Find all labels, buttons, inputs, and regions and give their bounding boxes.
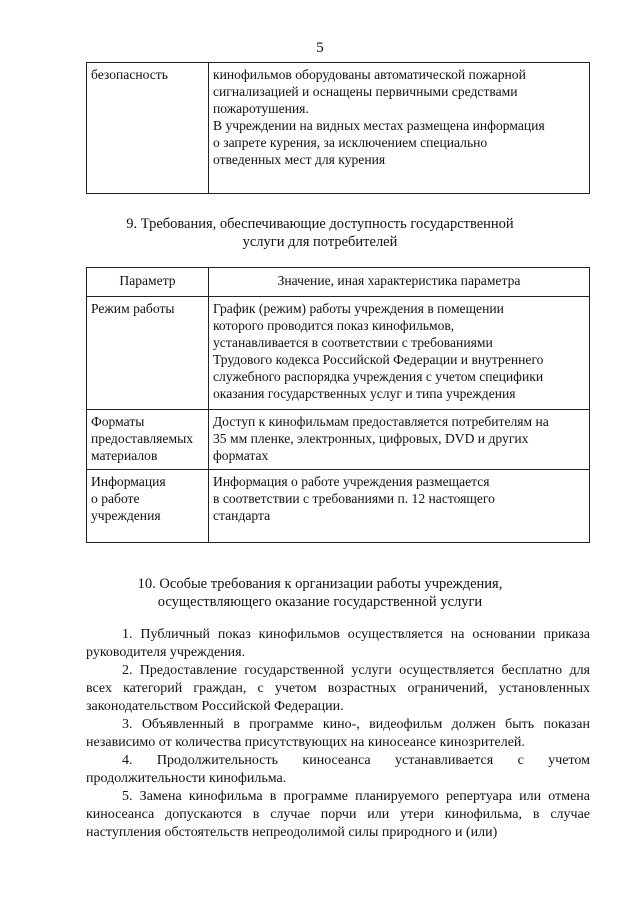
text-line: стандарта bbox=[213, 508, 271, 523]
text-line: Режим работы bbox=[91, 301, 175, 316]
text-line: предоставляемых bbox=[91, 431, 193, 446]
paragraph bbox=[86, 752, 590, 788]
text-line: материалов bbox=[91, 448, 158, 463]
text-line: служебного распорядка учреждения с учетом специфики bbox=[213, 369, 544, 384]
paragraph bbox=[86, 662, 590, 716]
paragraph-text: 2. Предоставление государственной услуги осуществляется бесплатно для всех категорий граждан, с учетом возрастных ограничений, установленных законодательством Российской Федерации. bbox=[86, 663, 590, 714]
text-line: о работе bbox=[91, 491, 140, 506]
table-row bbox=[87, 470, 590, 543]
text-line: График (режим) работы учреждения в помещении bbox=[213, 301, 504, 316]
heading-line: услуги для потребителей bbox=[242, 234, 398, 250]
value-cell bbox=[209, 63, 590, 194]
paragraph-text: 3. Объявленный в программе кино-, видеофильм должен быть показан независимо от количества присутствующих на киносеансе кинозрителей. bbox=[86, 717, 590, 750]
text-line: Информация bbox=[91, 474, 166, 489]
parameter-cell: безопасность bbox=[87, 63, 209, 194]
text-line: в соответствии с требованиями п. 12 настоящего bbox=[213, 491, 495, 506]
text-line: Информация о работе учреждения размещается bbox=[213, 474, 490, 489]
text-line: Трудового кодекса Российской Федерации и внутреннего bbox=[213, 352, 544, 367]
text-line: отведенных мест для курения bbox=[213, 152, 386, 167]
parameter-cell bbox=[87, 410, 209, 470]
paragraph-text: 1. Публичный показ кинофильмов осуществляется на основании приказа руководителя учреждения. bbox=[86, 627, 590, 660]
text-line: кинофильмов оборудованы автоматической пожарной bbox=[213, 67, 526, 82]
text-line: о запрете курения, за исключением специально bbox=[213, 135, 488, 150]
section-9-heading bbox=[0, 215, 640, 251]
text-line: Доступ к кинофильмам предоставляется потребителям на bbox=[213, 414, 549, 429]
accessibility-table bbox=[86, 267, 590, 543]
text-line: устанавливается в соответствии с требованиями bbox=[213, 335, 493, 350]
heading-line: осуществляющего оказание государственной услуги bbox=[157, 594, 483, 610]
heading-line: 10. Особые требования к организации работы учреждения, bbox=[137, 576, 503, 592]
text-line: 35 мм пленке, электронных, цифровых, DVD и других bbox=[213, 431, 529, 446]
paragraph bbox=[86, 626, 590, 662]
page-number: 5 bbox=[316, 40, 324, 56]
paragraph-text: 4. Продолжительность киносеанса устанавливается с учетом продолжительности кинофильма. bbox=[86, 753, 590, 786]
table-row bbox=[87, 410, 590, 470]
table-row bbox=[87, 63, 590, 194]
text-line: Форматы bbox=[91, 414, 145, 429]
parameter-cell bbox=[87, 470, 209, 543]
text-line: пожаротушения. bbox=[213, 101, 309, 116]
text-line: учреждения bbox=[91, 508, 161, 523]
paragraph bbox=[86, 716, 590, 752]
column-header: Параметр bbox=[87, 268, 209, 297]
text-line: В учреждении на видных местах размещена информация bbox=[213, 118, 545, 133]
table-header-row bbox=[87, 268, 590, 297]
paragraph-text: 5. Замена кинофильма в программе планируемого репертуара или отмена киносеанса допускаются в случае порчи или утери кинофильма, в случае наступления обстоятельств непреодолимой силы природного и (или) bbox=[86, 789, 590, 840]
table-row bbox=[87, 297, 590, 410]
value-cell bbox=[209, 470, 590, 543]
paragraph bbox=[86, 788, 590, 842]
value-cell bbox=[209, 410, 590, 470]
safety-table bbox=[86, 62, 590, 194]
section-10-heading bbox=[0, 575, 640, 611]
text-line: сигнализацией и оснащены первичными средствами bbox=[213, 84, 518, 99]
text-line: которого проводится показ кинофильмов, bbox=[213, 318, 455, 333]
value-cell bbox=[209, 297, 590, 410]
parameter-cell bbox=[87, 297, 209, 410]
heading-line: 9. Требования, обеспечивающие доступность государственной bbox=[126, 216, 514, 232]
text-line: форматах bbox=[213, 448, 269, 463]
text-line: оказания государственных услуг и типа учреждения bbox=[213, 386, 516, 401]
column-header: Значение, иная характеристика параметра bbox=[209, 268, 590, 297]
